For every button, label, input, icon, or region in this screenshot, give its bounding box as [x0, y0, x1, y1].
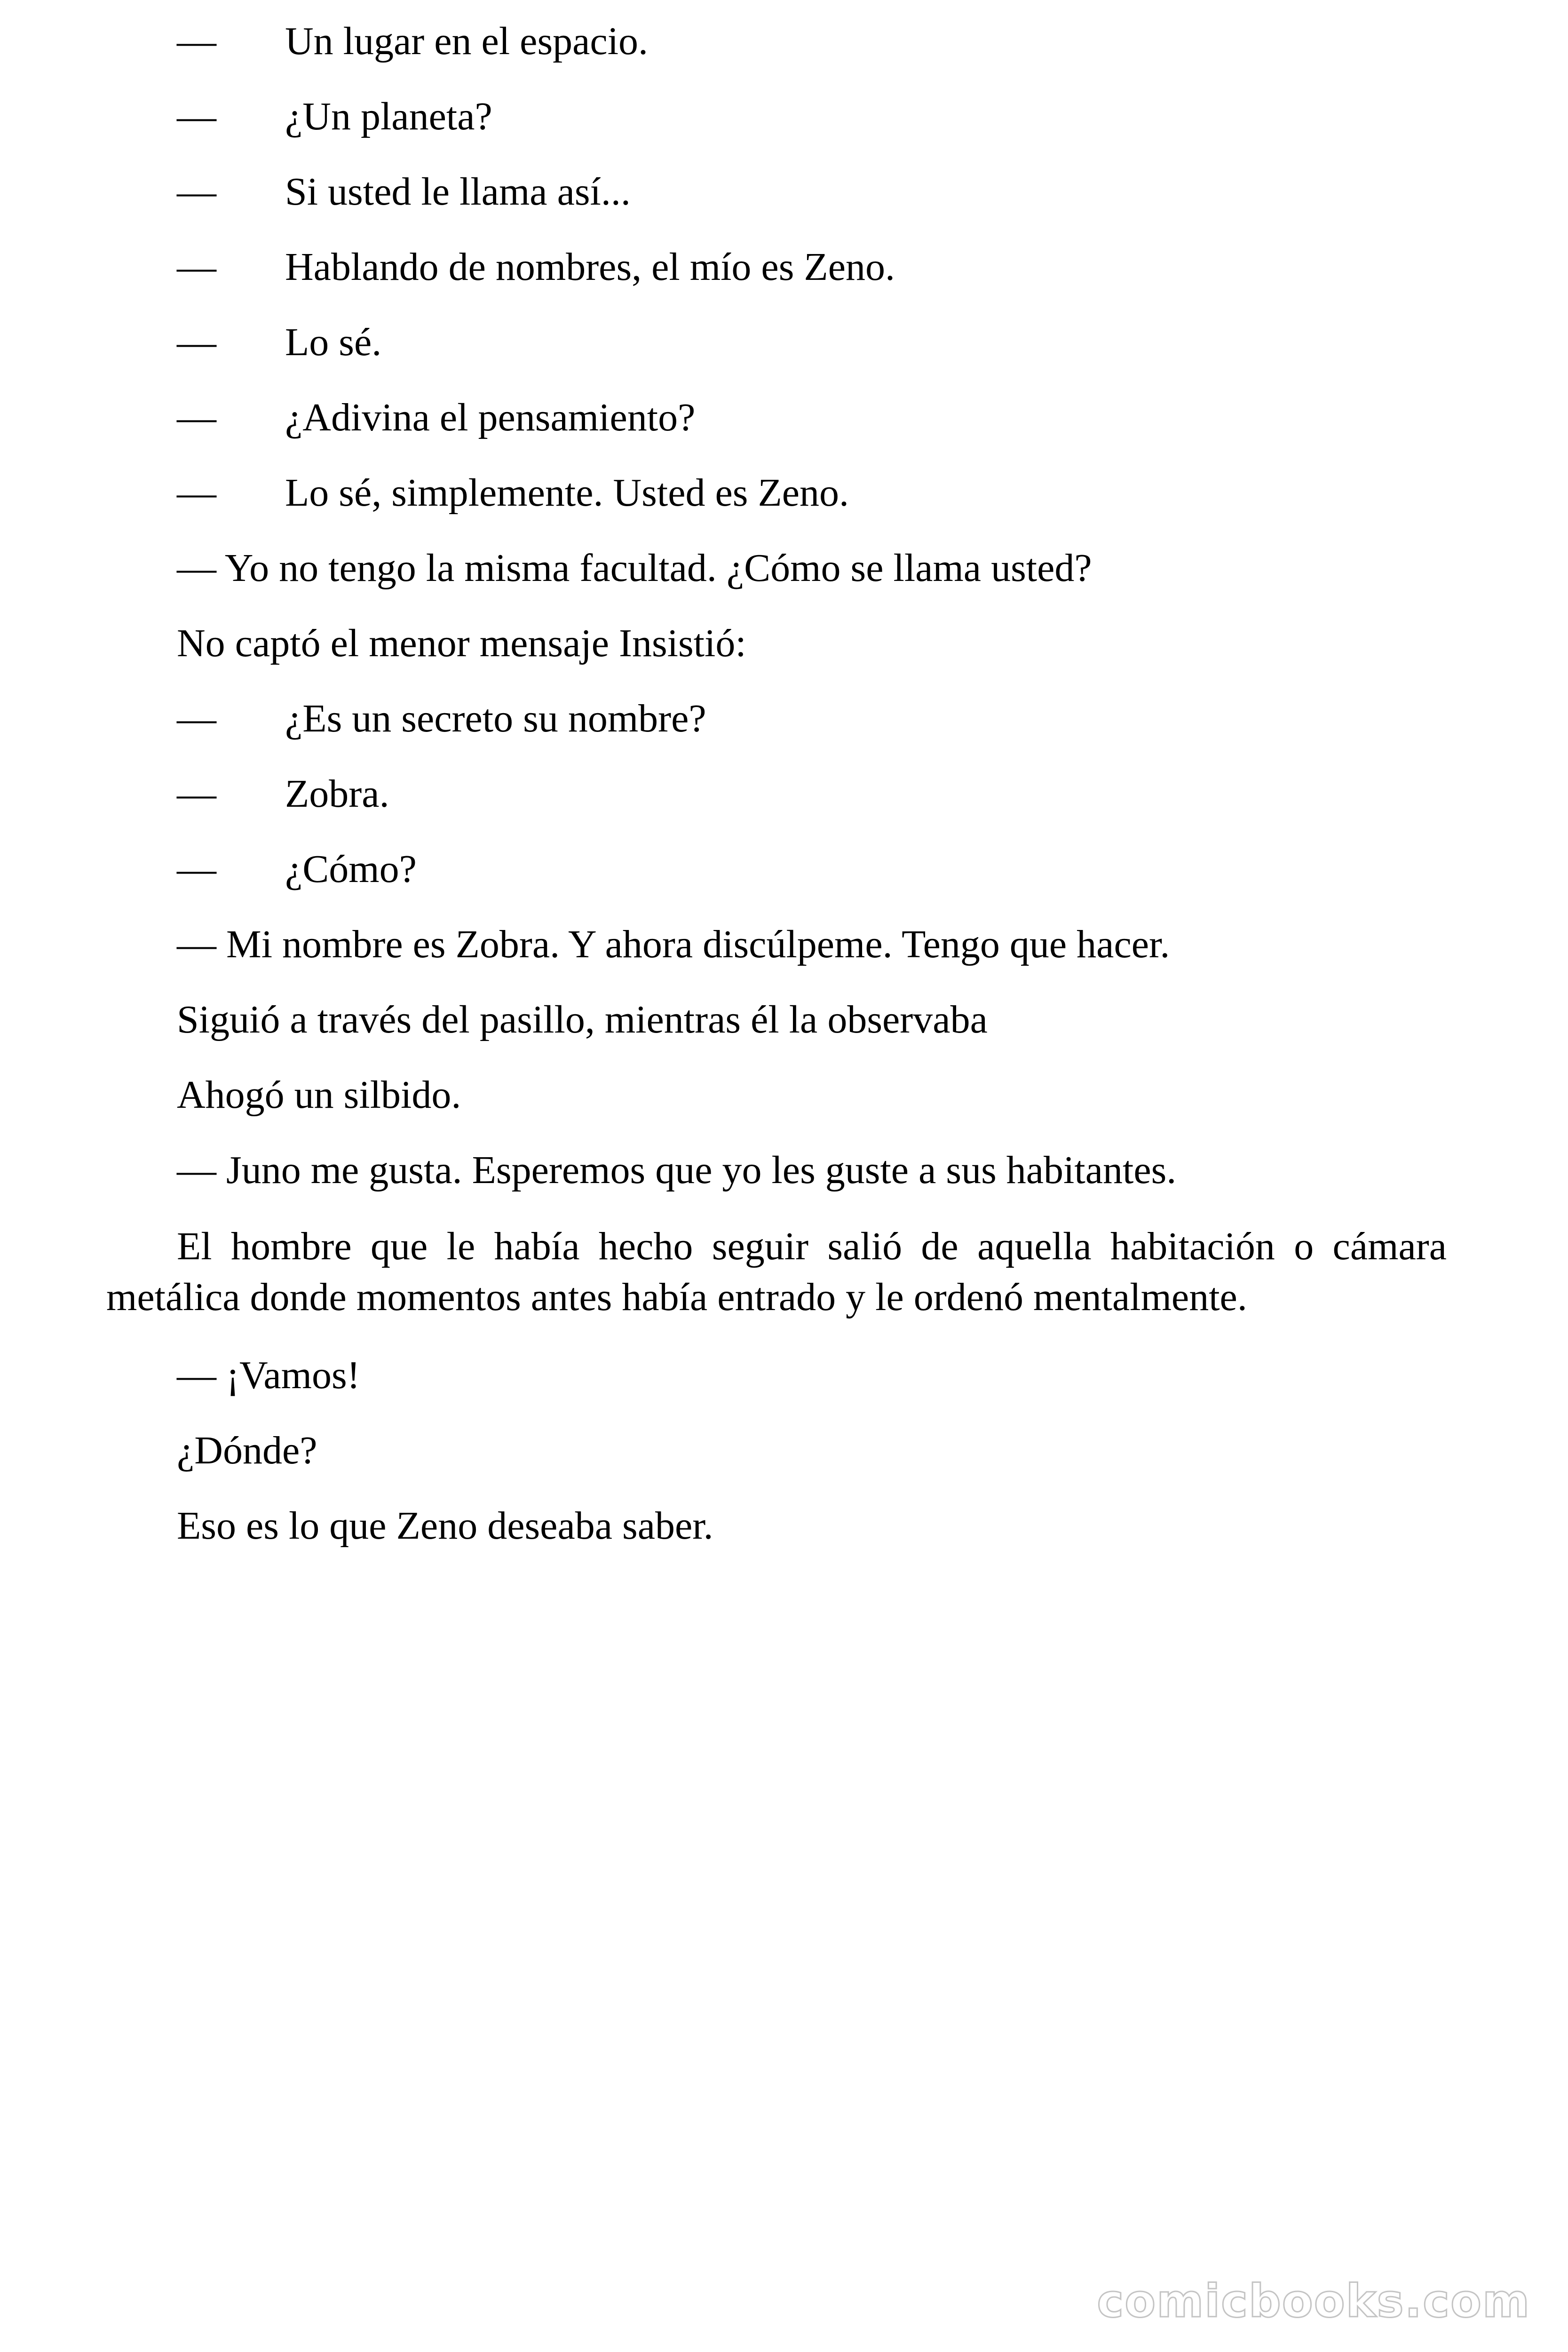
em-dash: —	[177, 320, 216, 364]
em-dash: —	[177, 772, 216, 816]
text-line: — Juno me gusta. Esperemos que yo les guste a sus habitantes.	[177, 1148, 1177, 1192]
dialogue-text: Hablando de nombres, el mío es Zeno.	[285, 245, 895, 289]
em-dash: —	[177, 847, 216, 891]
dialogue-text: ¿Cómo?	[285, 847, 417, 891]
text-line: Eso es lo que Zeno deseaba saber.	[177, 1504, 713, 1548]
text-line: No captó el menor mensaje Insistió:	[177, 621, 746, 665]
em-dash: —	[177, 19, 216, 63]
em-dash: —	[177, 95, 216, 138]
em-dash: —	[177, 396, 216, 439]
dialogue-text: ¿Es un secreto su nombre?	[285, 697, 706, 740]
text-line: Ahogó un silbido.	[177, 1073, 461, 1117]
text-line: Siguió a través del pasillo, mientras él la observaba	[177, 998, 988, 1041]
paragraph: El hombre que le había hecho seguir salió de aquella habitación o cámara metálica donde momentos antes había entrado y le ordenó mentalmente.	[106, 1224, 1447, 1319]
dialogue-text: ¿Un planeta?	[285, 95, 492, 138]
text-line: ¿Dónde?	[177, 1429, 317, 1472]
dialogue-text: ¿Adivina el pensamiento?	[285, 396, 696, 439]
dialogue-text: Si usted le llama así...	[285, 170, 631, 214]
em-dash: —	[177, 245, 216, 289]
em-dash: —	[177, 170, 216, 214]
text-line: — ¡Vamos!	[177, 1353, 360, 1397]
dialogue-text: Un lugar en el espacio.	[285, 19, 649, 63]
dialogue-text: Lo sé, simplemente. Usted es Zeno.	[285, 471, 849, 515]
text-line: — Yo no tengo la misma facultad. ¿Cómo se llama usted?	[177, 546, 1092, 590]
em-dash: —	[177, 471, 216, 515]
em-dash: —	[177, 697, 216, 740]
watermark: comicbooks.com	[1097, 2275, 1530, 2328]
text-line: — Mi nombre es Zobra. Y ahora discúlpeme. Tengo que hacer.	[177, 922, 1170, 966]
dialogue-text: Zobra.	[285, 772, 389, 816]
dialogue-text: Lo sé.	[285, 320, 382, 364]
